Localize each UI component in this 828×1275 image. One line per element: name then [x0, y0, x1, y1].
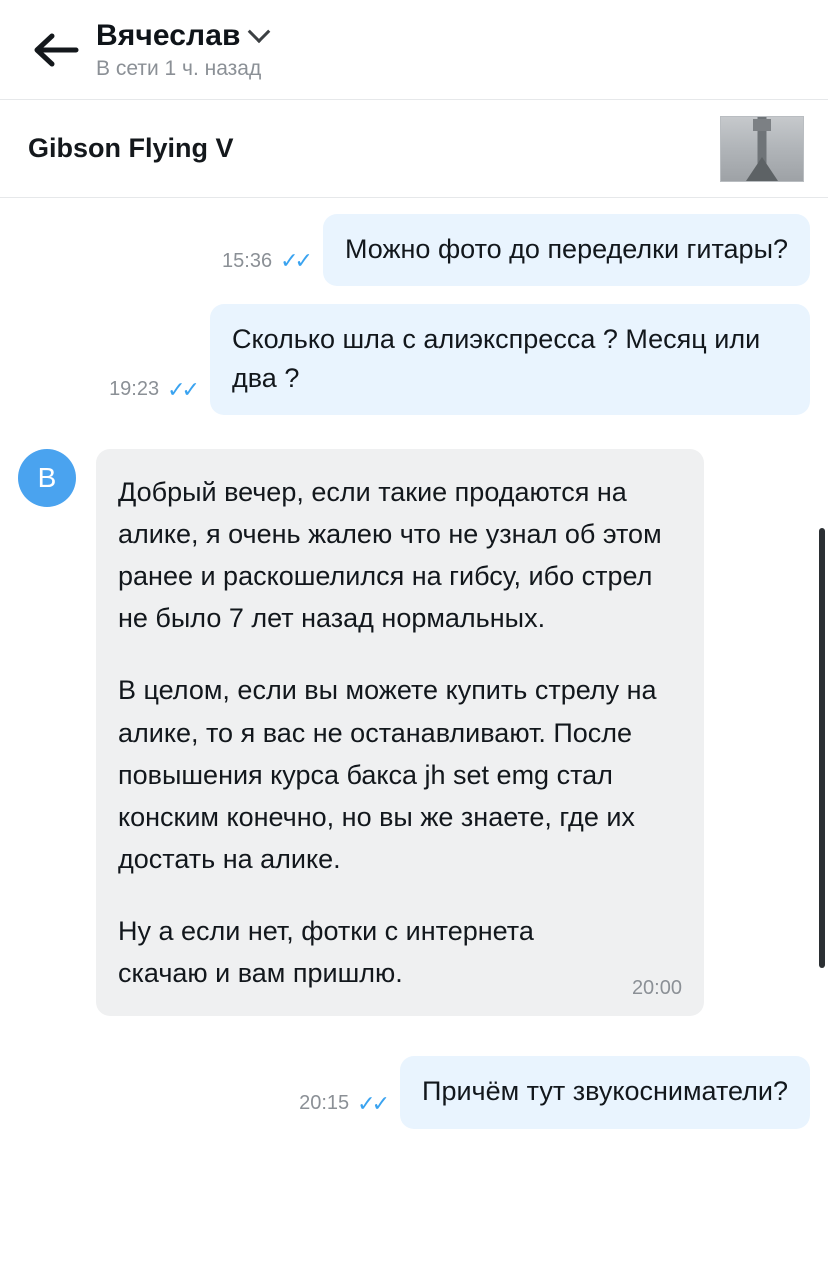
- chat-status: В сети 1 ч. назад: [96, 56, 262, 80]
- message-time: 19:23: [109, 378, 160, 401]
- message-paragraph: Ну а если нет, фотки с интернета скачаю и вам пришлю.: [118, 915, 534, 989]
- double-check-icon: ✓✓: [280, 248, 309, 274]
- message-bubble-incoming[interactable]: [96, 449, 704, 1016]
- back-arrow-icon[interactable]: [24, 19, 86, 81]
- message-row: [0, 1056, 828, 1128]
- subject-title: Gibson Flying V: [28, 133, 234, 163]
- message-row: [0, 304, 828, 415]
- message-row: [0, 449, 828, 1016]
- chat-header: [0, 0, 828, 100]
- message-bubble-outgoing[interactable]: Сколько шла с алиэкспресса ? Месяц или два ?: [210, 304, 810, 415]
- message-bubble-outgoing[interactable]: Причём тут звукосниматели?: [400, 1056, 810, 1128]
- chevron-down-icon[interactable]: [247, 20, 270, 43]
- message-row: [0, 214, 828, 286]
- header-text-block: [96, 19, 267, 81]
- message-time: 20:00: [631, 977, 682, 999]
- avatar[interactable]: В: [18, 449, 76, 507]
- chat-title-row[interactable]: [96, 19, 267, 53]
- message-paragraph: В целом, если вы можете купить стрелу на алике, то я вас не останавливают. После повышения курса бакса jh set emg стал конским конечно, но вы же знаете, где их достать на алике.: [118, 675, 657, 874]
- message-meta: [299, 1091, 386, 1129]
- message-paragraph: Добрый вечер, если такие продаются на алике, я очень жалею что не узнал об этом ранее и раскошелился на гибсу, ибо стрел не было 7 лет назад нормальных.: [118, 476, 662, 634]
- thumbnail-shape-body: [742, 157, 782, 182]
- subject-bar[interactable]: [0, 100, 828, 198]
- page-title: Вячеслав: [96, 18, 241, 52]
- thumbnail-shape-head: [753, 119, 771, 131]
- double-check-icon: ✓✓: [357, 1090, 387, 1116]
- item-thumbnail[interactable]: [720, 116, 804, 182]
- double-check-icon: ✓✓: [167, 376, 196, 402]
- message-time: 15:36: [222, 249, 273, 272]
- scrollbar[interactable]: [819, 528, 825, 968]
- message-time: 20:15: [299, 1092, 350, 1115]
- message-meta: [109, 377, 196, 415]
- message-meta: [222, 248, 309, 286]
- message-bubble-outgoing[interactable]: Можно фото до переделки гитары?: [323, 214, 810, 286]
- message-list[interactable]: [0, 198, 828, 1275]
